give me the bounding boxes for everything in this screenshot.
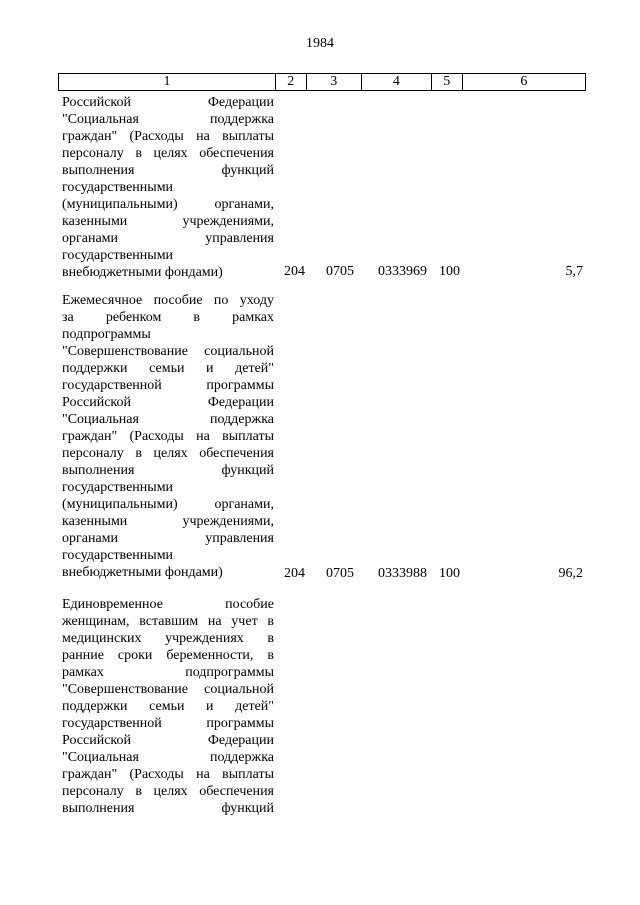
description-line: "Совершенствование социальной <box>62 344 274 359</box>
description-line: государственной программы <box>62 716 274 731</box>
column-header-4: 4 <box>361 74 431 91</box>
description-line: поддержки семьи и детей" <box>62 361 274 376</box>
description-line: персоналу в целях обеспечения <box>62 146 274 161</box>
description-line: выполнения функций <box>62 801 274 816</box>
row-description <box>62 292 274 581</box>
description-line: казенными учреждениями, <box>62 514 274 529</box>
description-line: поддержки семьи и детей" <box>62 699 274 714</box>
row-col-2: 204 <box>284 264 305 279</box>
description-line: казенными учреждениями, <box>62 214 274 229</box>
row-col-3: 0705 <box>326 264 354 279</box>
row-col-5: 100 <box>439 566 460 581</box>
row-col-5: 100 <box>439 264 460 279</box>
description-line: женщинам, вставшим на учет в <box>62 614 274 629</box>
column-header-5: 5 <box>431 74 462 91</box>
column-header-6: 6 <box>462 74 585 91</box>
description-line: внебюджетными фондами) <box>62 265 223 280</box>
row-col-6: 5,7 <box>565 264 583 279</box>
column-header-2: 2 <box>275 74 306 91</box>
page-number: 1984 <box>306 36 334 51</box>
description-line: за ребенком в рамках <box>62 310 274 325</box>
description-line: (муниципальными) органами, <box>62 197 274 212</box>
description-line: подпрограммы <box>62 327 151 342</box>
description-line: государственными <box>62 248 174 263</box>
description-line: внебюджетными фондами) <box>62 565 223 580</box>
column-header-row <box>59 74 586 91</box>
description-line: медицинских учреждениях в <box>62 631 274 646</box>
column-header-1: 1 <box>59 74 276 91</box>
description-line: "Социальная поддержка <box>62 750 274 765</box>
description-line: Ежемесячное пособие по уходу <box>62 293 274 308</box>
description-line: рамках подпрограммы <box>62 665 274 680</box>
description-line: ранние сроки беременности, в <box>62 648 274 663</box>
description-line: персоналу в целях обеспечения <box>62 446 274 461</box>
description-line: "Социальная поддержка <box>62 112 274 127</box>
row-description <box>62 596 274 817</box>
row-col-4: 0333988 <box>378 566 427 581</box>
column-header-table <box>58 73 586 91</box>
description-line: Российской Федерации <box>62 95 274 110</box>
row-description <box>62 94 274 281</box>
description-line: граждан" (Расходы на выплаты <box>62 767 274 782</box>
row-col-2: 204 <box>284 566 305 581</box>
description-line: "Совершенствование социальной <box>62 682 274 697</box>
row-col-6: 96,2 <box>558 566 583 581</box>
description-line: государственными <box>62 548 174 563</box>
description-line: Российской Федерации <box>62 395 274 410</box>
column-header-3: 3 <box>306 74 361 91</box>
description-line: государственной программы <box>62 378 274 393</box>
row-col-3: 0705 <box>326 566 354 581</box>
description-line: персоналу в целях обеспечения <box>62 784 274 799</box>
description-line: органами управления <box>62 231 274 246</box>
description-line: "Социальная поддержка <box>62 412 274 427</box>
description-line: выполнения функций <box>62 163 274 178</box>
description-line: государственными <box>62 480 174 495</box>
description-line: Российской Федерации <box>62 733 274 748</box>
row-col-4: 0333969 <box>378 264 427 279</box>
description-line: Единовременное пособие <box>62 597 274 612</box>
description-line: органами управления <box>62 531 274 546</box>
description-line: граждан" (Расходы на выплаты <box>62 429 274 444</box>
description-line: граждан" (Расходы на выплаты <box>62 129 274 144</box>
description-line: выполнения функций <box>62 463 274 478</box>
description-line: (муниципальными) органами, <box>62 497 274 512</box>
description-line: государственными <box>62 180 174 195</box>
